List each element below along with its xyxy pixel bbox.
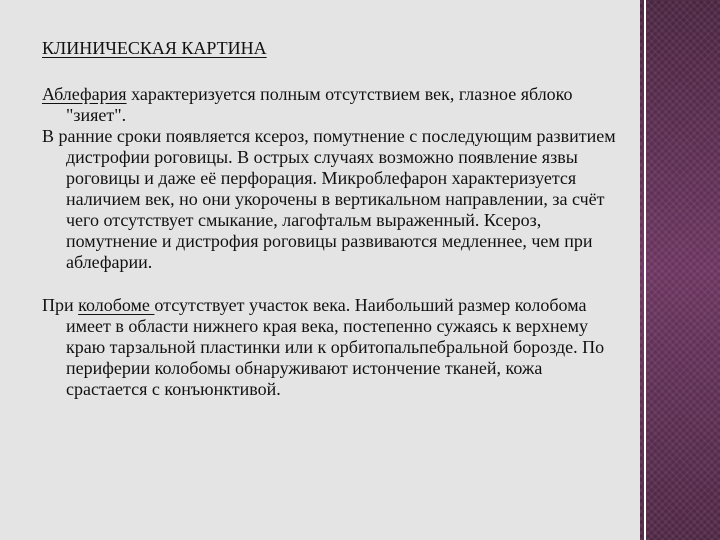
paragraph-coloboma-prefix: При	[42, 295, 79, 315]
paragraph-ablepharia	[42, 84, 622, 126]
term-ablepharia: Аблефария	[42, 84, 127, 104]
paragraph-coloboma-text: отсутствует участок века. Наибольший размер колобома имеет в области нижнего края века, постепенно сужаясь к верхнему краю тарзальной пластинки или к орбитопальпебральной борозде. По периферии колобомы обнаруживают истончение тканей, кожа срастается с конъюнктивой.	[66, 295, 605, 399]
decorative-divider-line	[644, 0, 646, 540]
paragraph-ablepharia-text: характеризуется полным отсутствием век, глазное яблоко "зияет".	[66, 84, 573, 125]
paragraph-early-stage: В ранние сроки появляется ксероз, помутнение с последующим развитием дистрофии роговицы. В острых случаях возможно появление язвы роговицы и даже её перфорация. Микроблефарон характеризуется наличием век, но они укорочены в вертикальном направлении, за счёт чего отсутствует смыкание, лагофтальм выраженный. Ксероз, помутнение и дистрофия роговицы развиваются медленнее, чем при аблефарии.	[42, 126, 616, 272]
paragraph-coloboma	[42, 295, 622, 400]
term-coloboma: колобоме	[78, 295, 155, 315]
slide-content	[42, 36, 622, 400]
slide-title: КЛИНИЧЕСКАЯ КАРТИНА	[42, 38, 267, 58]
decorative-side-band	[640, 0, 720, 540]
